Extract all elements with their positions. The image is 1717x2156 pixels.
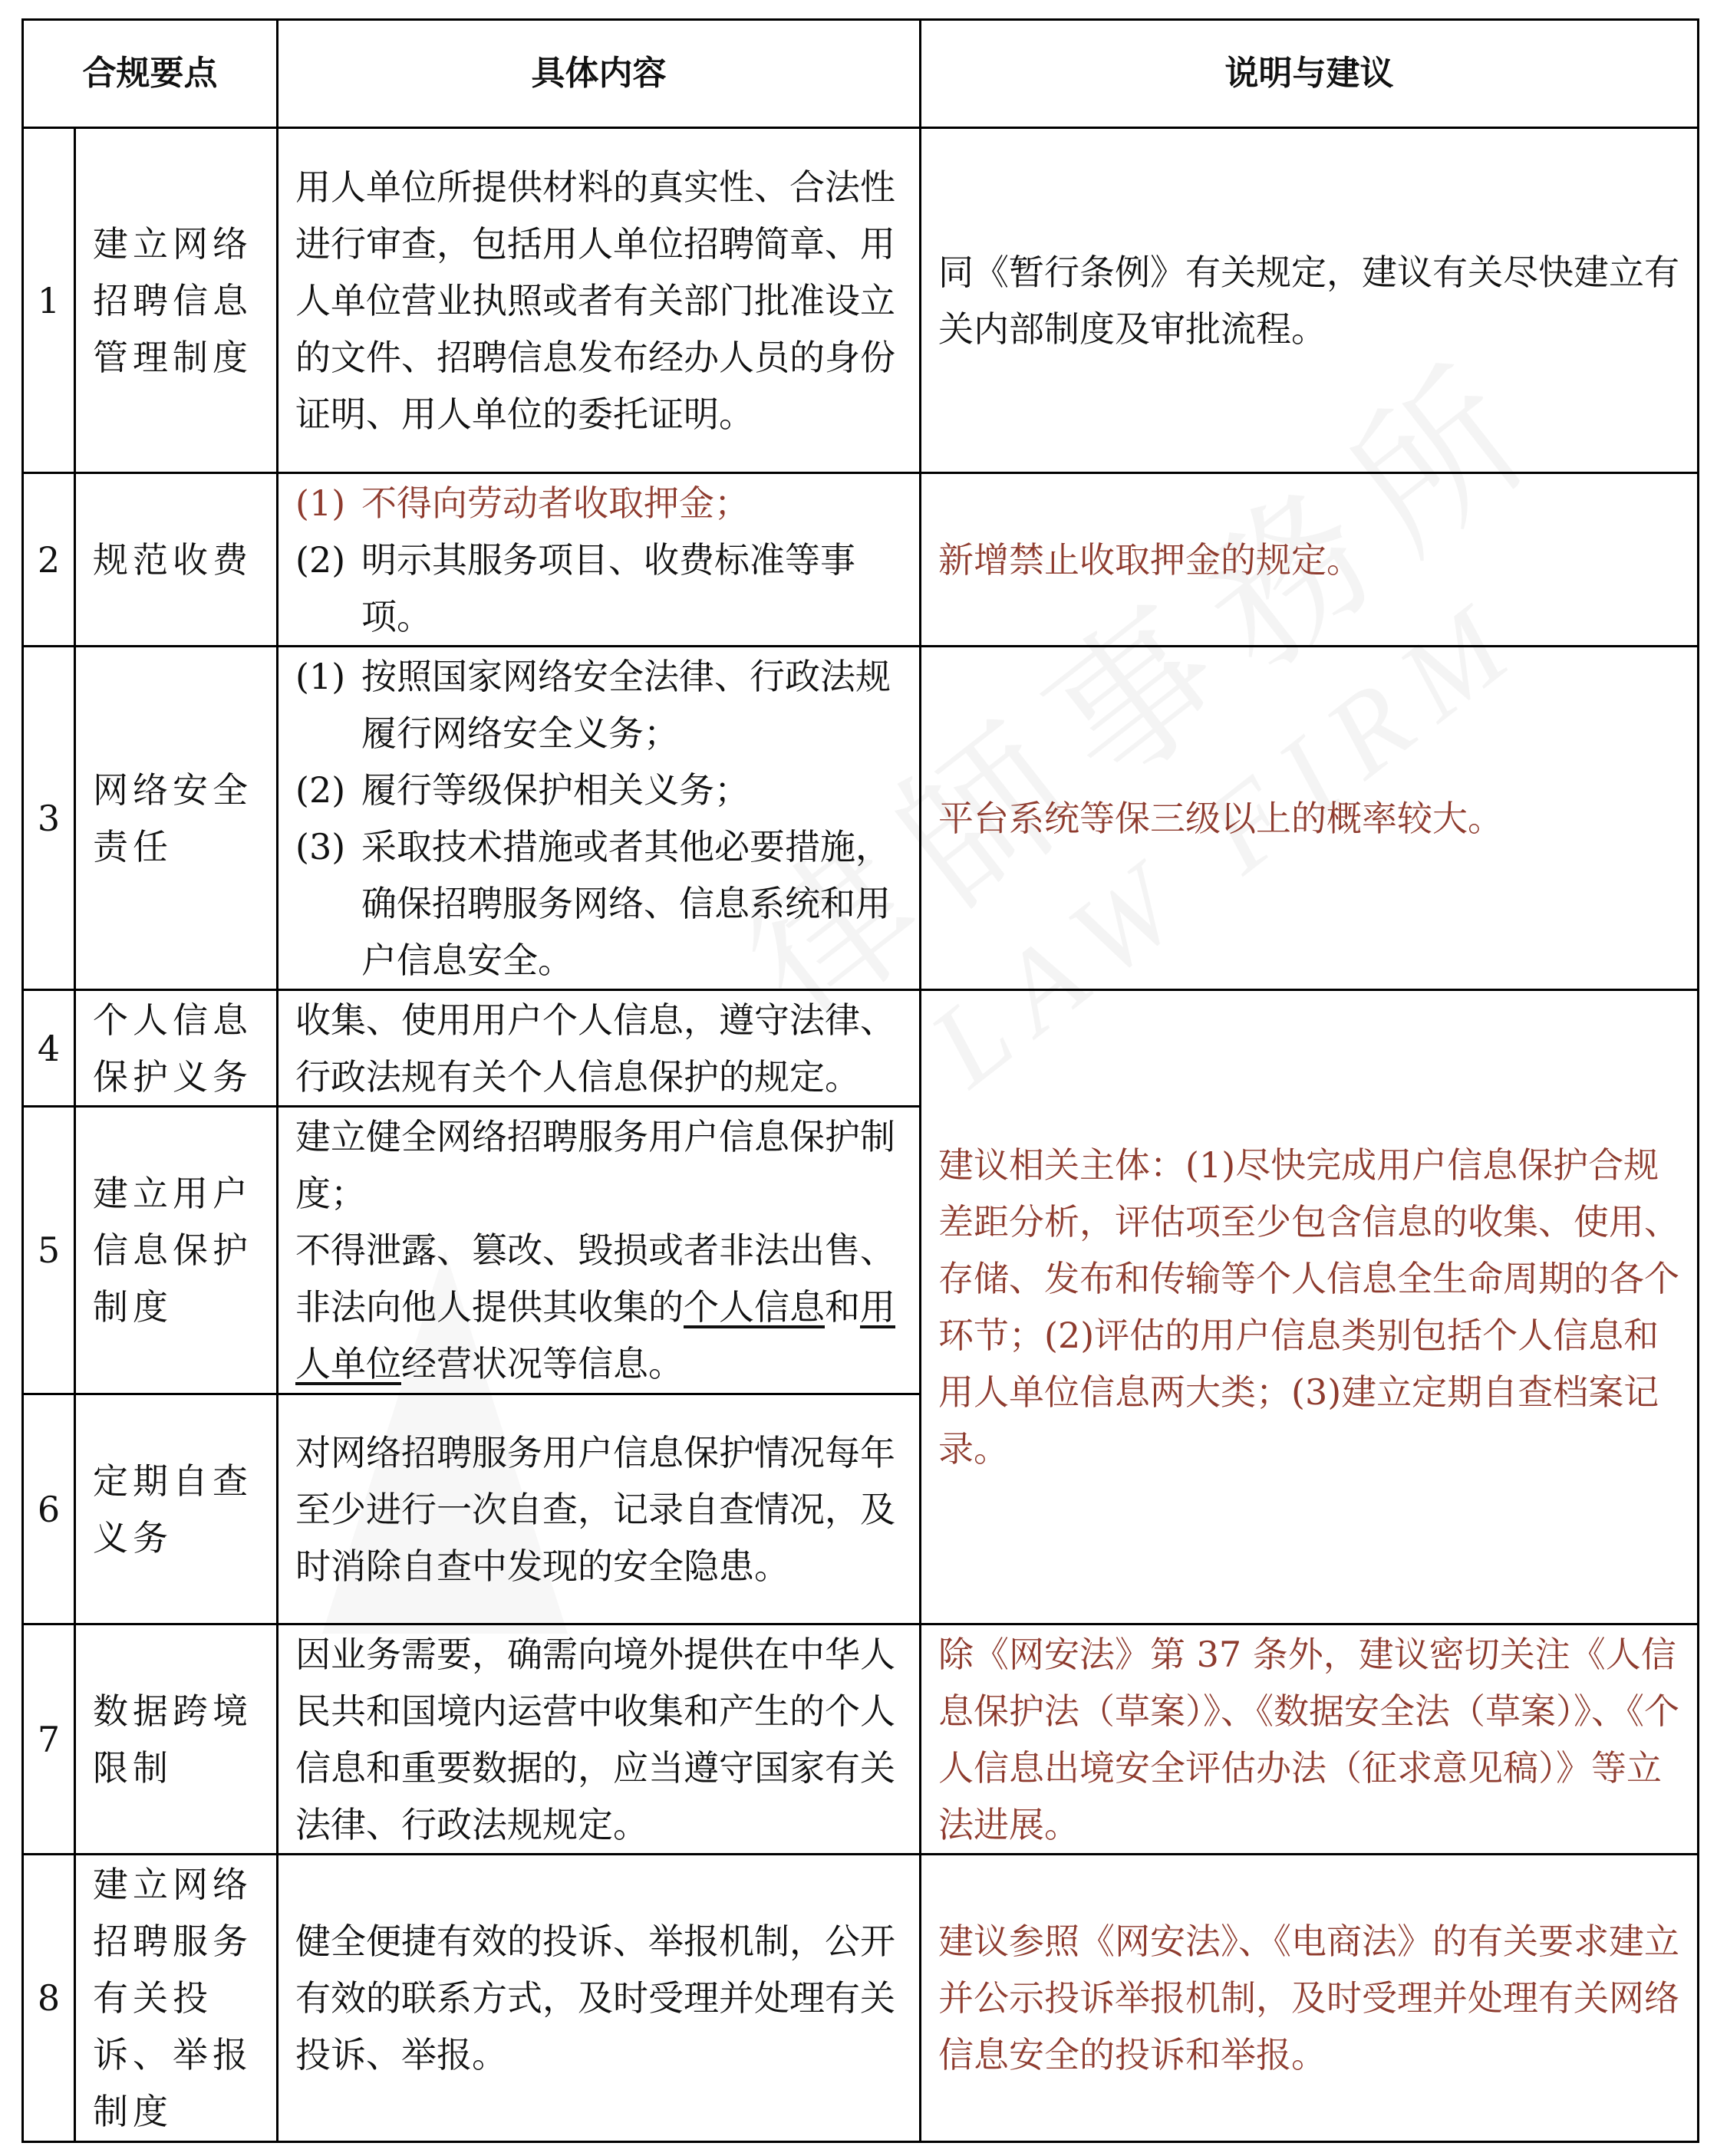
table-row	[23, 1624, 1699, 1855]
note-cell: 建议参照《网安法》、《电商法》的有关要求建立并公示投诉举报机制，及时受理并处理有关网络信息安全的投诉和举报。	[921, 1855, 1699, 2142]
merged-note-cell: 建议相关主体：(1)尽快完成用户信息保护合规差距分析，评估项至少包含信息的收集、使用、存储、发布和传输等个人信息全生命周期的各个环节；(2)评估的用户信息类别包括个人信息和用人单位信息两大类；(3)建立定期自查档案记录。	[921, 990, 1699, 1624]
note-cell: 新增禁止收取押金的规定。	[921, 473, 1699, 647]
compliance-point: 定期自查义务	[75, 1394, 278, 1624]
table-header-row	[23, 20, 1699, 128]
note-cell: 同《暂行条例》有关规定，建议有关尽快建立有关内部制度及审批流程。	[921, 128, 1699, 473]
content-text: 经营状况等信息。	[401, 1343, 684, 1384]
content-cell: 对网络招聘服务用户信息保护情况每年至少进行一次自查，记录自查情况，及时消除自查中发现的安全隐患。	[278, 1394, 921, 1624]
note-cell: 平台系统等保三级以上的概率较大。	[921, 647, 1699, 990]
row-number: 4	[23, 990, 75, 1107]
list-marker: (1)	[295, 482, 346, 524]
row-number: 8	[23, 1855, 75, 2142]
list-text: 不得向劳动者收取押金；	[361, 482, 750, 524]
compliance-point: 建立用户信息保护制度	[75, 1107, 278, 1394]
list-marker: (2)	[295, 769, 346, 811]
content-cell: 因业务需要，确需向境外提供在中华人民共和国境内运营中收集和产生的个人信息和重要数据的，应当遵守国家有关法律、行政法规规定。	[278, 1624, 921, 1855]
content-text: 和	[825, 1286, 860, 1328]
content-text: 不得泄露、篡改、毁损或者非法出售、非法向他人提供其收集的	[295, 1229, 895, 1328]
content-cell	[278, 473, 921, 647]
header-note: 说明与建议	[921, 20, 1699, 128]
list-marker: (1)	[295, 655, 346, 697]
content-cell: 收集、使用用户个人信息，遵守法律、行政法规有关个人信息保护的规定。	[278, 990, 921, 1107]
compliance-point: 建立网络招聘信息管理制度	[75, 128, 278, 473]
compliance-point: 网络安全责任	[75, 647, 278, 990]
list-text: 明示其服务项目、收费标准等事项。	[361, 538, 855, 637]
list-item	[295, 648, 908, 762]
content-cell	[278, 647, 921, 990]
list-text: 按照国家网络安全法律、行政法规履行网络安全义务；	[361, 655, 891, 754]
content-cell: 用人单位所提供材料的真实性、合法性进行审查，包括用人单位招聘简章、用人单位营业执照或者有关部门批准设立的文件、招聘信息发布经办人员的身份证明、用人单位的委托证明。	[278, 128, 921, 473]
header-compliance-point: 合规要点	[23, 20, 278, 128]
list-item	[295, 475, 908, 532]
table-row	[23, 1855, 1699, 2142]
row-number: 1	[23, 128, 75, 473]
content-line	[295, 1222, 908, 1392]
list-marker: (3)	[295, 825, 346, 867]
compliance-point: 数据跨境限制	[75, 1624, 278, 1855]
table-row	[23, 128, 1699, 473]
list-item	[295, 818, 908, 989]
compliance-table	[21, 18, 1699, 2143]
content-cell	[278, 1107, 921, 1394]
content-cell: 健全便捷有效的投诉、举报机制，公开有效的联系方式，及时受理并处理有关投诉、举报。	[278, 1855, 921, 2142]
list-marker: (2)	[295, 538, 346, 581]
underlined-text: 个人信息	[684, 1286, 825, 1328]
list-item	[295, 762, 908, 818]
list-text: 履行等级保护相关义务；	[361, 769, 750, 811]
table-row	[23, 473, 1699, 647]
compliance-point: 规范收费	[75, 473, 278, 647]
header-content: 具体内容	[278, 20, 921, 128]
compliance-point: 建立网络招聘服务有关投诉、举报制度	[75, 1855, 278, 2142]
list-item	[295, 532, 908, 645]
row-number: 7	[23, 1624, 75, 1855]
note-cell: 除《网安法》第 37 条外，建议密切关注《人信息保护法（草案）》、《数据安全法（草案）》、《个人信息出境安全评估办法（征求意见稿）》等立法进展。	[921, 1624, 1699, 1855]
row-number: 6	[23, 1394, 75, 1624]
row-number: 2	[23, 473, 75, 647]
content-line: 建立健全网络招聘服务用户信息保护制度；	[295, 1116, 895, 1214]
table-row	[23, 647, 1699, 990]
row-number: 3	[23, 647, 75, 990]
row-number: 5	[23, 1107, 75, 1394]
table-row	[23, 990, 1699, 1107]
compliance-point: 个人信息保护义务	[75, 990, 278, 1107]
underlined-text: 用人单位	[295, 1286, 895, 1384]
list-text: 采取技术措施或者其他必要措施，确保招聘服务网络、信息系统和用户信息安全。	[361, 825, 891, 981]
